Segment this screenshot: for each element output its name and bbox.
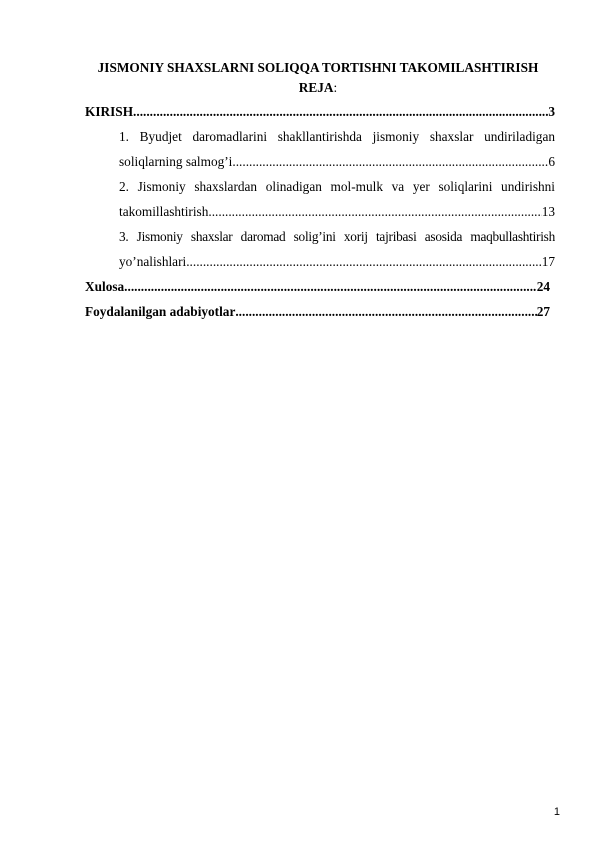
- reja-colon: :: [333, 80, 338, 95]
- toc-page-number: 27: [536, 304, 550, 319]
- toc-leader-dots: [235, 302, 536, 321]
- toc-entry-1-line-2: [119, 152, 555, 171]
- toc-label: KIRISH: [85, 104, 134, 119]
- toc-entry-adabiyotlar: [85, 302, 550, 321]
- toc-entry-2-line-2: [119, 202, 555, 221]
- toc-leader-dots: [133, 102, 548, 121]
- toc-label: Xulosa: [85, 279, 125, 294]
- toc-label: 1. Byudjet daromadlarini shakllantirishda jismoniy shaxslar undiriladigan: [119, 129, 555, 144]
- toc-label: soliqlarning salmog’i: [119, 154, 233, 169]
- toc-label: Foydalanilgan adabiyotlar: [85, 304, 236, 319]
- toc-label: 3. Jismoniy shaxslar daromad solig’ini xorij tajribasi asosida maqbullashtirish: [119, 229, 555, 244]
- toc-page-number: 17: [541, 254, 555, 269]
- toc-leader-dots: [186, 252, 541, 271]
- toc-leader-dots: [232, 152, 548, 171]
- toc-leader-dots: [124, 277, 537, 296]
- toc-leader-dots: [208, 202, 541, 221]
- toc-label: yo’nalishlari: [119, 254, 187, 269]
- title-line-1: JISMONIY SHAXSLARNI SOLIQQA TORTISHNI TAKOMILASHTIRISH: [97, 60, 539, 75]
- toc-page-number: 6: [548, 154, 555, 169]
- toc-entry-3-line-1: [119, 227, 555, 246]
- page-number: 1: [553, 806, 560, 818]
- toc-entry-2-line-1: [119, 177, 555, 196]
- toc-label: 2. Jismoniy shaxslardan olinadigan mol-mulk va yer soliqlarini undirishni: [119, 179, 555, 194]
- toc-label: takomillashtirish: [119, 204, 209, 219]
- toc-entry-xulosa: [85, 277, 550, 296]
- toc-page-number: 3: [548, 104, 555, 119]
- toc-entry-1-line-1: [119, 127, 555, 146]
- toc-page-number: 13: [541, 204, 555, 219]
- title-line-2: [70, 78, 566, 98]
- toc-entry-kirish: [85, 102, 555, 121]
- toc-page-number: 24: [536, 279, 550, 294]
- reja-heading: REJA: [298, 80, 334, 95]
- toc-entry-3-line-2: [119, 252, 555, 271]
